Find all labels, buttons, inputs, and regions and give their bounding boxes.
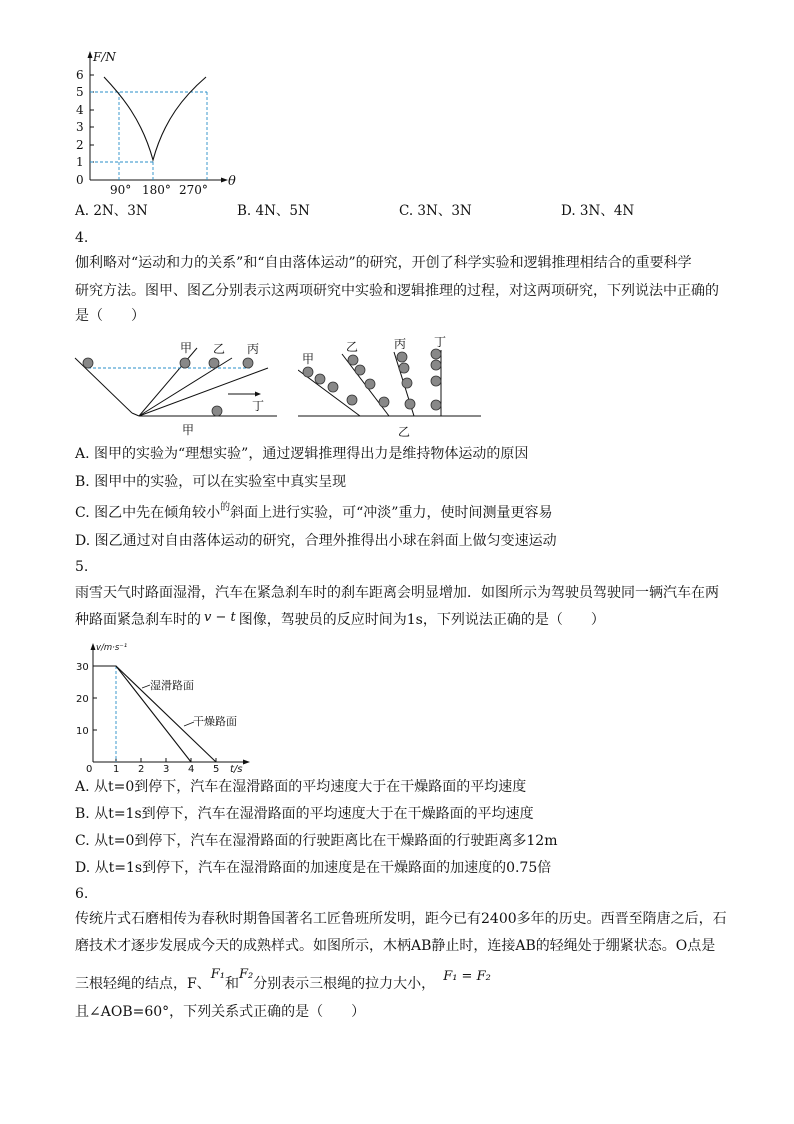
incline-c-ball-2 [399, 363, 409, 373]
x-axis-label: θ [228, 174, 236, 189]
q4-option-d: D. 图乙通过对自由落体运动的研究，合理外推得出小球在斜面上做匀变速运动 [75, 533, 557, 549]
label-yi-ding: 丁 [434, 335, 447, 349]
q5-option-c: C. 从t=0到停下，汽车在湿滑路面的行驶距离比在干燥路面的行驶距离多12m [75, 833, 558, 849]
t-tick-3: 3 [163, 764, 170, 773]
q6-stem-line1: 传统片式石磨相传为春秋时期鲁国著名工匠鲁班所发明，距今已有2400多年的历史。西晋至隋唐之后，石 [75, 911, 727, 927]
q5-stem-line2a: 种路面紧急刹车时的 [75, 612, 201, 628]
q6-and: 和 [224, 976, 239, 992]
q5-vt-formula: v − t [204, 610, 236, 625]
y-axis-label: F/N [93, 50, 116, 64]
ball-bing [243, 358, 253, 368]
caption-yi: 乙 [398, 425, 411, 439]
q5-number: 5. [75, 559, 89, 575]
q6-stem-line3b: 分别表示三根绳的拉力大小， [253, 976, 436, 992]
velocity-time-graph [68, 638, 268, 773]
incline-b-ball-1 [348, 355, 358, 365]
incline-c-ball-3 [402, 378, 412, 388]
q3-option-a: A. 2N、3N [75, 203, 148, 219]
incline-c-ball-1 [397, 352, 407, 362]
q5-option-d: D. 从t=1s到停下，汽车在湿滑路面的加速度是在干燥路面的加速度的0.75倍 [75, 860, 552, 876]
q6-stem-line3 [75, 967, 491, 995]
t-tick-4: 4 [188, 764, 195, 773]
ball-jia [180, 358, 190, 368]
y-tick-2: 2 [76, 138, 84, 152]
q4-option-c-part1: C. 图乙中先在倾角较小 [75, 505, 221, 521]
t-tick-0: 0 [86, 764, 93, 773]
incline-a-ball-2 [315, 374, 325, 384]
y-tick-5: 5 [76, 85, 84, 99]
q6-number: 6. [75, 886, 89, 902]
q6-f2: F₂ [238, 967, 254, 982]
q5-option-b: B. 从t=1s到停下，汽车在湿滑路面的平均速度大于在干燥路面的平均速度 [75, 806, 534, 822]
label-yi-jia: 甲 [302, 352, 315, 366]
q4-option-c-small: 的 [220, 502, 231, 513]
label-jia: 甲 [180, 341, 193, 355]
label-ding: 丁 [252, 399, 265, 413]
q3-option-d: D. 3N、4N [561, 203, 635, 219]
incline-d-ball-3 [431, 376, 441, 386]
label-bing: 丙 [247, 342, 260, 356]
figure-yi-incline-experiment [298, 334, 488, 440]
v-tick-20: 20 [76, 694, 89, 705]
y-tick-4: 4 [76, 103, 84, 117]
q4-number: 4. [75, 230, 89, 246]
ball-ding [212, 406, 222, 416]
y-tick-0: 0 [76, 173, 84, 187]
incline-a-ball-1 [303, 367, 313, 377]
incline-b-ball-2 [355, 365, 365, 375]
incline-b-ball-4 [379, 397, 389, 407]
t-axis-label: t/s [230, 764, 243, 773]
q4-stem-line1: 伽利略对“运动和力的关系”和“自由落体运动”的研究，开创了科学实验和逻辑推理相结合的重要科学 [75, 255, 692, 271]
q5-stem-line2b: 图像，驾驶员的反应时间为1s，下列说法正确的是（ ） [238, 612, 605, 628]
q6-stem-line2: 磨技术才逐步发展成今天的成熟样式。如图所示，木柄AB静止时，连接AB的轻绳处于绷紧状态。O点是 [75, 938, 716, 954]
q4-stem-line3: 是（ ） [75, 308, 145, 324]
dry-road-label: 干燥路面 [193, 715, 237, 728]
incline-d-ball-4 [431, 400, 441, 410]
incline-b-ball-3 [365, 379, 375, 389]
label-yi: 乙 [213, 342, 226, 356]
force-angle-graph [60, 48, 260, 198]
incline-d-ball-1 [431, 349, 441, 359]
y-tick-3: 3 [76, 120, 84, 134]
q6-equation: F₁ = F₂ [443, 969, 491, 984]
label-yi-yi: 乙 [346, 340, 359, 354]
q4-option-b: B. 图甲中的实验，可以在实验室中真实呈现 [75, 474, 347, 490]
q5-stem-line1: 雨雪天气时路面湿滑，汽车在紧急刹车时的刹车距离会明显增加．如图所示为驾驶员驾驶同一辆汽车在两 [75, 585, 719, 601]
y-tick-6: 6 [76, 68, 84, 82]
caption-jia: 甲 [182, 423, 195, 436]
q5-stem-line2 [75, 610, 605, 631]
q6-stem-line4: 且∠AOB=60°，下列关系式正确的是（ ） [75, 1004, 366, 1020]
q3-option-b: B. 4N、5N [237, 203, 310, 219]
v-tick-30: 30 [76, 662, 89, 673]
incline-a-ball-3 [328, 382, 338, 392]
incline-d-ball-2 [431, 360, 441, 370]
ball-start [83, 358, 93, 368]
x-tick-270: 270° [179, 183, 208, 197]
x-tick-90: 90° [110, 183, 132, 197]
t-tick-1: 1 [113, 764, 120, 773]
q4-option-a: A. 图甲的实验为“理想实验”，通过逻辑推理得出力是维持物体运动的原因 [75, 446, 529, 462]
v-axis-label: v/m·s⁻¹ [96, 643, 128, 653]
ball-yi [209, 358, 219, 368]
q4-stem-line2: 研究方法。图甲、图乙分别表示这两项研究中实验和逻辑推理的过程，对这两项研究，下列说法中正确的 [75, 283, 719, 299]
t-tick-5: 5 [213, 764, 220, 773]
t-tick-2: 2 [138, 764, 145, 773]
y-tick-1: 1 [76, 155, 84, 169]
q5-option-a: A. 从t=0到停下，汽车在湿滑路面的平均速度大于在干燥路面的平均速度 [75, 779, 527, 795]
figure-jia-ideal-experiment [72, 336, 287, 436]
label-yi-bing: 丙 [394, 337, 407, 351]
incline-a-ball-4 [347, 395, 357, 405]
q6-stem-line3a: 三根轻绳的结点，F、 [75, 976, 211, 992]
wet-road-label: 湿滑路面 [150, 679, 194, 692]
q4-option-c-part2: 斜面上进行实验，可“冲淡”重力，使时间测量更容易 [230, 505, 553, 521]
v-tick-10: 10 [76, 726, 89, 737]
x-tick-180: 180° [142, 183, 171, 197]
q4-option-c [75, 503, 552, 525]
incline-c-ball-4 [405, 399, 415, 409]
q3-option-c: C. 3N、3N [399, 203, 472, 219]
q6-f1: F₁ [210, 967, 225, 982]
